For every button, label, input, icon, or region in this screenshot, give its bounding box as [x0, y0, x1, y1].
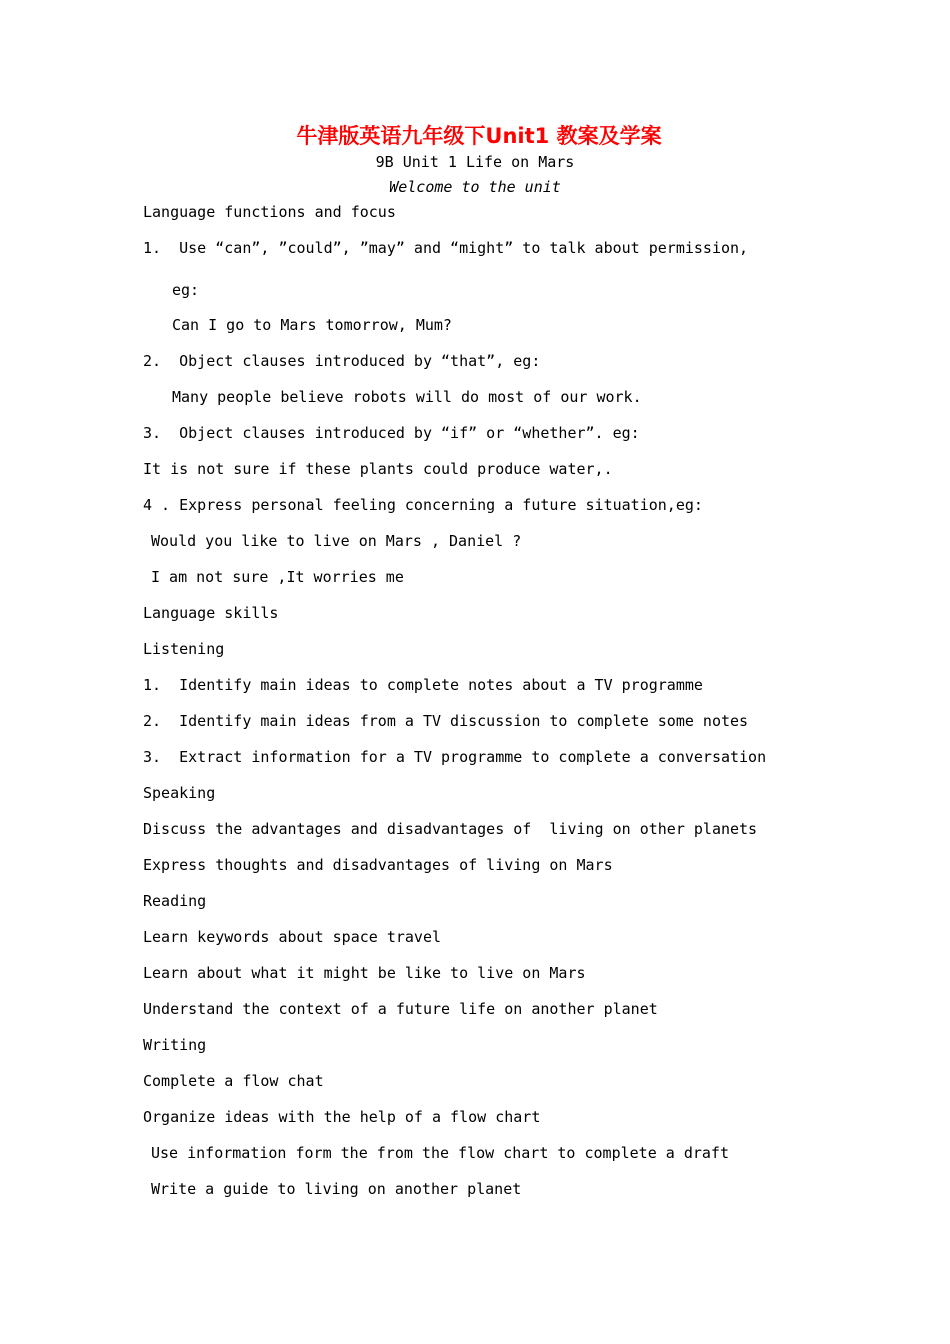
- list-item-4-example-1: Would you like to live on Mars , Daniel ?: [151, 532, 522, 550]
- heading-writing: Writing: [143, 1036, 207, 1054]
- listening-item-2: 2. Identify main ideas from a TV discussion to complete some notes: [143, 712, 749, 730]
- heading-listening: Listening: [143, 640, 225, 658]
- unit-subtitle: 9B Unit 1 Life on Mars: [375, 153, 575, 171]
- writing-item-3: Use information form the from the flow chart to complete a draft: [151, 1144, 729, 1162]
- reading-item-3: Understand the context of a future life on another planet: [143, 1000, 658, 1018]
- listening-item-1: 1. Identify main ideas to complete notes about a TV programme: [143, 676, 703, 694]
- list-item-2: 2. Object clauses introduced by “that”, eg:: [143, 352, 541, 370]
- speaking-item-2: Express thoughts and disadvantages of living on Mars: [143, 856, 613, 874]
- heading-language-skills: Language skills: [143, 604, 279, 622]
- heading-language-functions: Language functions and focus: [143, 203, 396, 221]
- section-heading: Welcome to the unit: [389, 178, 561, 196]
- list-item-1: 1. Use “can”, ”could”, ”may” and “might” to talk about permission,: [143, 239, 749, 257]
- list-item-2-example: Many people believe robots will do most of our work.: [172, 388, 642, 406]
- heading-speaking: Speaking: [143, 784, 216, 802]
- list-item-3-example: It is not sure if these plants could produce water,.: [143, 460, 613, 478]
- heading-reading: Reading: [143, 892, 207, 910]
- list-item-1-example: Can I go to Mars tomorrow, Mum?: [172, 316, 452, 334]
- writing-item-2: Organize ideas with the help of a flow chart: [143, 1108, 541, 1126]
- writing-item-4: Write a guide to living on another planet: [151, 1180, 522, 1198]
- list-item-4-example-2: I am not sure ,It worries me: [151, 568, 404, 586]
- list-item-4: 4 . Express personal feeling concerning a future situation,eg:: [143, 496, 703, 514]
- reading-item-1: Learn keywords about space travel: [143, 928, 442, 946]
- writing-item-1: Complete a flow chat: [143, 1072, 324, 1090]
- list-item-1-eg: eg:: [172, 281, 200, 299]
- list-item-3: 3. Object clauses introduced by “if” or “whether”. eg:: [143, 424, 640, 442]
- reading-item-2: Learn about what it might be like to live on Mars: [143, 964, 586, 982]
- speaking-item-1: Discuss the advantages and disadvantages of living on other planets: [143, 820, 758, 838]
- listening-item-3: 3. Extract information for a TV programme to complete a conversation: [143, 748, 767, 766]
- document-title: 牛津版英语九年级下Unit1 教案及学案: [296, 124, 662, 148]
